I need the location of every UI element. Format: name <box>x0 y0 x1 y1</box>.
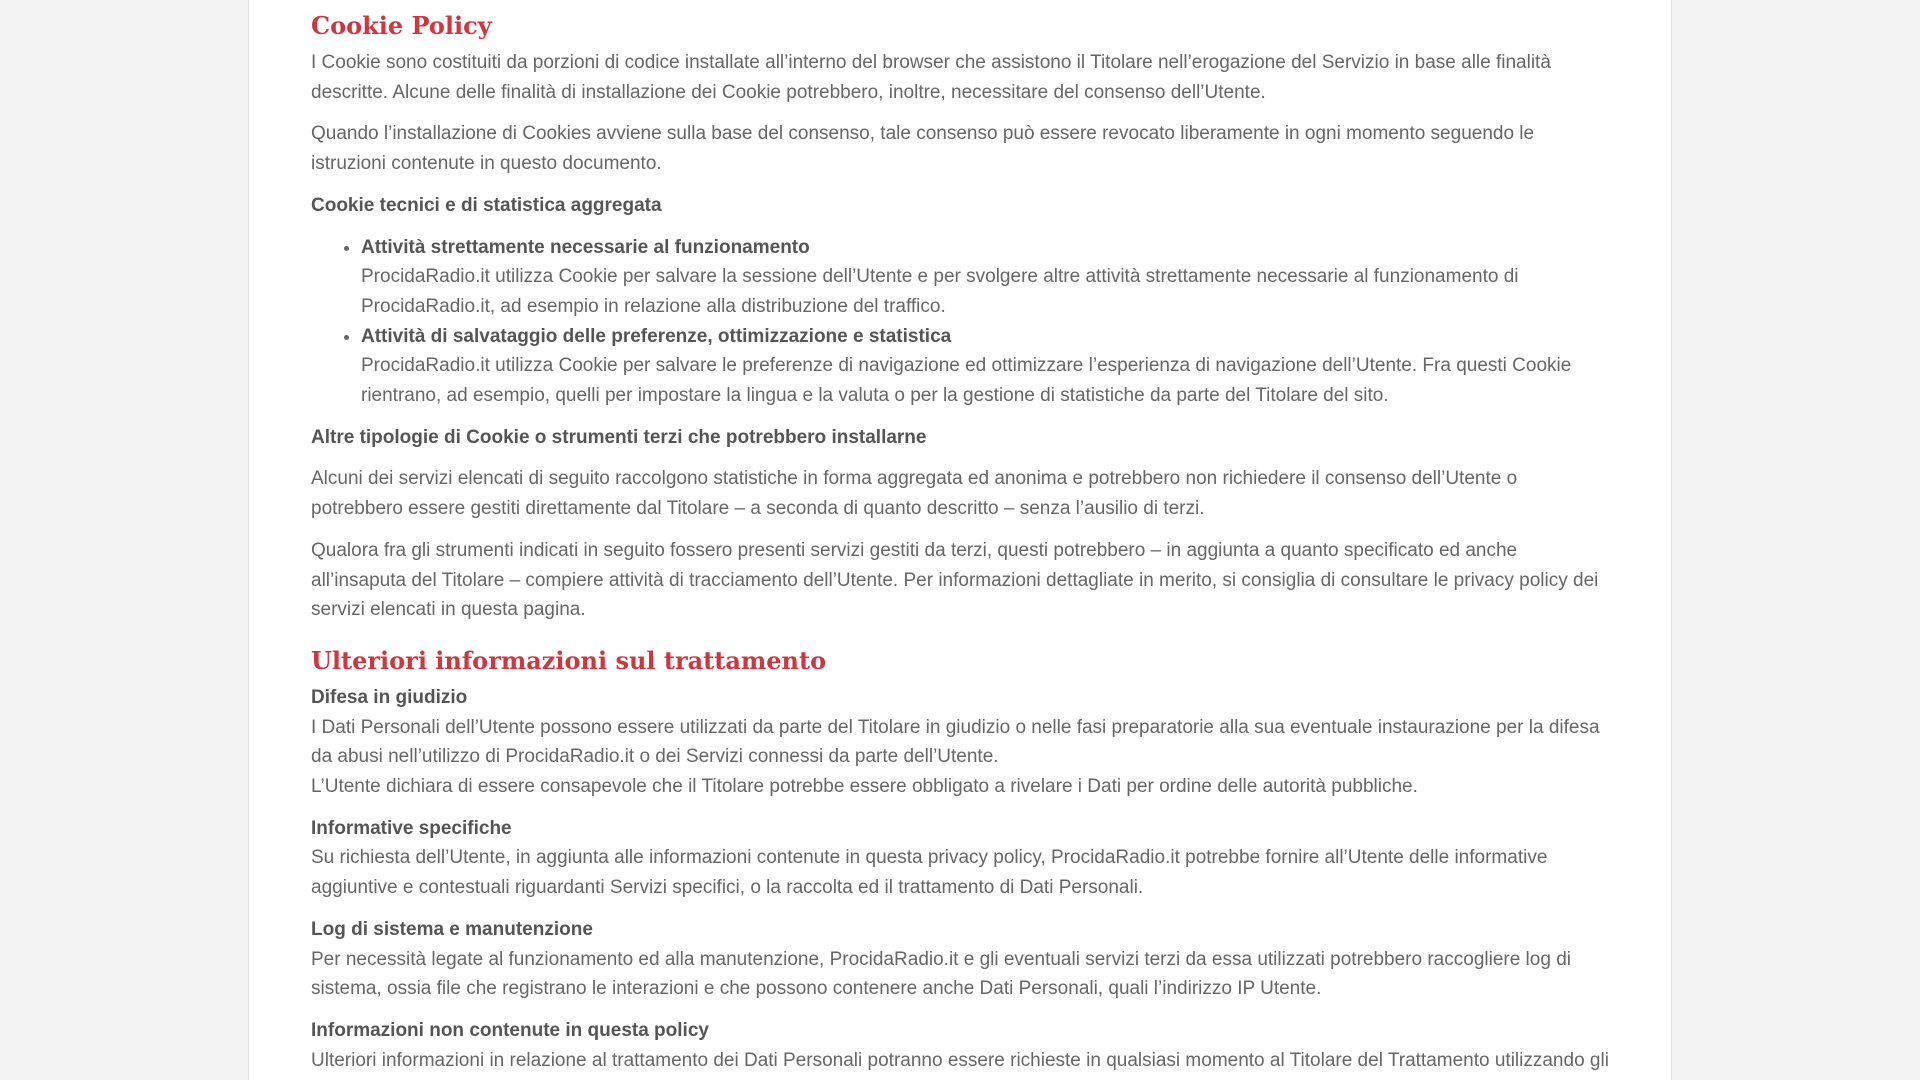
cookie-intro-paragraph: I Cookie sono costituiti da porzioni di codice installate all’interno del browser che assistono il Titolare nell’erogazione del Servizio in base alle finalità descritte. Alcune delle finalità di installazione dei Cookie potrebbero, inoltre, necessitare del consenso dell’Utente. <box>311 52 1551 103</box>
third-party-tracking-paragraph: Qualora fra gli strumenti indicati in seguito fossero presenti servizi gestiti da terzi, questi potrebbero – in aggiunta a quanto specificato ed anche all’insaputa del Titolare – compiere attività di tracciamento dell’Utente. Per informazioni dettagliate in merito, si consiglia di consultare le privacy policy dei servizi elencati in questa pagina. <box>311 539 1599 621</box>
aggregate-stats-paragraph: Alcuni dei servizi elencati di seguito raccolgono statistiche in forma aggregata ed anonima e potrebbero non richiedere il consenso dell’Utente o potrebbero essere gestiti direttamente dal Titolare – a seconda di quanto descritto – senza l’ausilio di terzi. <box>311 468 1518 520</box>
cookie-activities-list <box>311 233 1611 411</box>
other-info-text: Ulteriori informazioni in relazione al trattamento dei Dati Personali potranno essere richieste in qualsiasi momento al Titolare del Trattamento utilizzando gli <box>311 1049 1609 1071</box>
list-item <box>361 233 1611 322</box>
cookie-consent-paragraph: Quando l’installazione di Cookies avviene sulla base del consenso, tale consenso può essere revocato liberamente in ogni momento seguendo le istruzioni contenute in questo documento. <box>311 123 1535 175</box>
list-item-title: Attività strettamente necessarie al funzionamento <box>361 236 810 258</box>
third-party-cookies-heading: Altre tipologie di Cookie o strumenti terzi che potrebbero installarne <box>311 426 927 448</box>
specific-notices-heading: Informative specifiche <box>311 817 512 839</box>
legal-defense-section <box>311 683 1611 802</box>
specific-notices-text: Su richiesta dell’Utente, in aggiunta alle informazioni contenute in questa privacy policy, ProcidaRadio.it potrebbe fornire all’Utente delle informative aggiuntive e contestuali riguardanti Servizi specifici, o la raccolta ed il trattamento di Dati Personali. <box>311 847 1548 899</box>
page-container <box>248 0 1672 1080</box>
system-logs-section <box>311 915 1611 1004</box>
legal-defense-text: I Dati Personali dell’Utente possono essere utilizzati da parte del Titolare in giudizio o nelle fasi preparatorie alla sua eventuale instaurazione per la difesa da abusi nell’utilizzo di ProcidaRadio.it o dei Servizi connessi da parte dell’Utente. <box>311 716 1600 768</box>
list-item-title: Attività di salvataggio delle preferenze, ottimizzazione e statistica <box>361 325 952 347</box>
specific-notices-section <box>311 814 1611 903</box>
system-logs-text: Per necessità legate al funzionamento ed alla manutenzione, ProcidaRadio.it e gli eventuali servizi terzi da essa utilizzati potrebbero raccogliere log di sistema, ossia file che registrano le interazioni e che possono contenere anche Dati Personali, quali l’indirizzo IP Utente. <box>311 948 1571 1000</box>
further-info-heading: Ulteriori informazioni sul trattamento <box>311 645 827 675</box>
system-logs-heading: Log di sistema e manutenzione <box>311 918 593 940</box>
policy-content <box>311 8 1611 1080</box>
cookie-policy-heading: Cookie Policy <box>311 11 492 40</box>
list-item <box>361 322 1611 411</box>
list-item-text: ProcidaRadio.it utilizza Cookie per salvare la sessione dell’Utente e per svolgere altre attività strettamente necessarie al funzionamento di ProcidaRadio.it, ad esempio in relazione alla distribuzione del traffico. <box>361 266 1519 317</box>
technical-cookies-heading: Cookie tecnici e di statistica aggregata <box>311 194 662 216</box>
other-info-section <box>311 1016 1611 1075</box>
legal-defense-heading: Difesa in giudizio <box>311 686 468 708</box>
list-item-text: ProcidaRadio.it utilizza Cookie per salvare le preferenze di navigazione ed ottimizzare l’esperienza di navigazione dell’Utente. Fra questi Cookie rientrano, ad esempio, quelli per impostare la lingua e la valuta o per la gestione di statistiche da parte del Titolare del sito. <box>361 355 1572 407</box>
other-info-heading: Informazioni non contenute in questa policy <box>311 1019 709 1041</box>
legal-defense-text-2: L’Utente dichiara di essere consapevole che il Titolare potrebbe essere obbligato a rivelare i Dati per ordine delle autorità pubbliche. <box>311 776 1418 798</box>
